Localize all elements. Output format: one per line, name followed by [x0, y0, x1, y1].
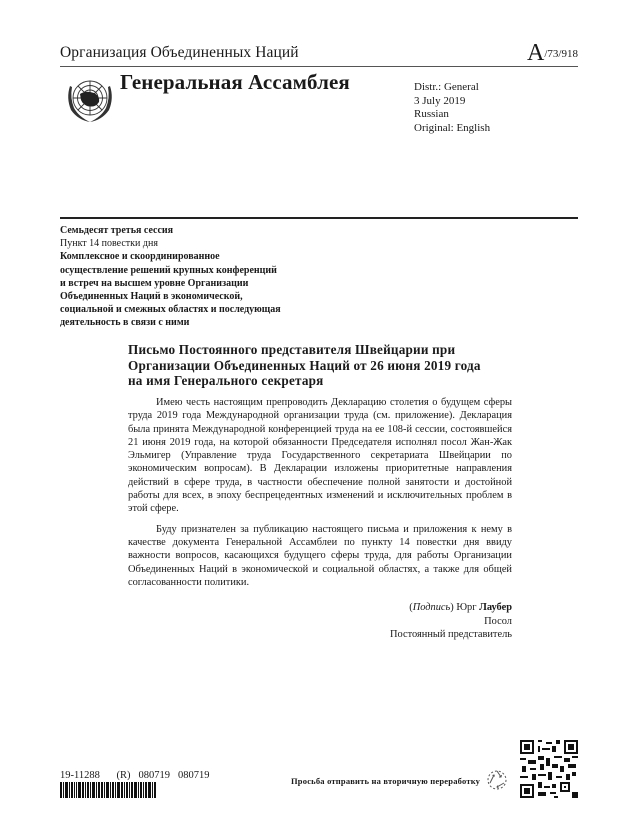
document-date: 3 July 2019 — [414, 94, 466, 107]
title-line: Письмо Постоянного представителя Швейцарии при — [128, 342, 456, 357]
document-language: Russian — [414, 108, 449, 120]
signed-label: Подпись — [412, 602, 451, 613]
recycle-note: Просьба отправить на вторичную переработку — [291, 776, 481, 786]
session-label: Семьдесят третья сессия — [60, 225, 174, 236]
document-number: 19-11288 (R) — [60, 770, 131, 781]
agenda-topic-line: Комплексное и скоординированное — [60, 251, 220, 263]
agenda-block — [60, 224, 340, 330]
title-line: Организации Объединенных Наций от 26 июня 2019 года — [128, 357, 481, 373]
footer-date: 080719 — [177, 770, 210, 781]
assembly-title: Генеральная Ассамблея — [120, 70, 350, 94]
signature-line: (Подпись) Юрг Лаубер — [409, 602, 512, 613]
footer-date: 080719 — [138, 770, 170, 781]
symbol-number: /73/918 — [544, 48, 578, 60]
signature-block — [360, 601, 512, 642]
signer-last-name: Лаубер — [479, 602, 512, 613]
section-rule — [60, 217, 578, 219]
agenda-topic-line: социальной и смежных областях и последующая — [60, 304, 281, 316]
un-emblem-icon — [64, 72, 116, 126]
distribution-info — [414, 81, 490, 135]
document-number-line — [60, 770, 217, 781]
agenda-topic-line: осуществление решений крупных конференций — [60, 264, 277, 276]
symbol-letter: A — [527, 40, 545, 66]
signer-first-name: Юрг — [456, 602, 477, 613]
letter-title — [128, 342, 508, 389]
signer-position: Посол — [484, 615, 512, 627]
organization-name: Организация Объединенных Наций — [60, 44, 299, 61]
agenda-topic-line: деятельность в связи с ними — [60, 317, 190, 329]
distribution-type: Distr.: General — [414, 81, 479, 93]
agenda-topic-line: Объединенных Наций в экономической, — [60, 291, 243, 303]
letter-body — [128, 396, 512, 596]
recycle-icon — [486, 768, 508, 790]
signer-role: Постоянный представитель — [390, 629, 512, 640]
agenda-topic-line: и встреч на высшем уровне Организации — [60, 277, 249, 289]
document-symbol — [527, 40, 578, 67]
agenda-item: Пункт 14 повестки дня — [60, 238, 158, 250]
header-rule — [60, 66, 578, 67]
body-paragraph: Буду признателен за публикацию настоящего письма и приложения к нему в качестве документа Генеральной Ассамблеи по пункту 14 повестки дня ввиду важности вопросов, касающихся будущего сферы труда, для работы Организации Объединенных Наций в экономической и социальной областях, а также для общей согласованности политики. — [128, 523, 512, 588]
barcode-icon — [60, 782, 170, 798]
qr-code-icon — [520, 740, 578, 798]
body-paragraph: Имею честь настоящим препроводить Декларацию столетия о будущем сферы труда 2019 года Международной организации труда (см. приложение). Декларация была принята Международной конференцией труда на ее 108-й сессии, состоявшейся 21 июня 2019 года, на которой обязанности Председателя исполнял посол Жан-Жак Эльмигер (Управление труда Государственного секретариата Швейцарии по экономическим вопросам). В Декларации изложены приоритетные направления действий в сфере труда, в частности обеспечение полной занятости и достойной работы для всех, в эпоху беспрецедентных изменений и исключительных проблем в этой сфере. — [128, 397, 512, 515]
title-line: на имя Генерального секретаря — [128, 373, 324, 388]
original-language: Original: English — [414, 121, 491, 134]
